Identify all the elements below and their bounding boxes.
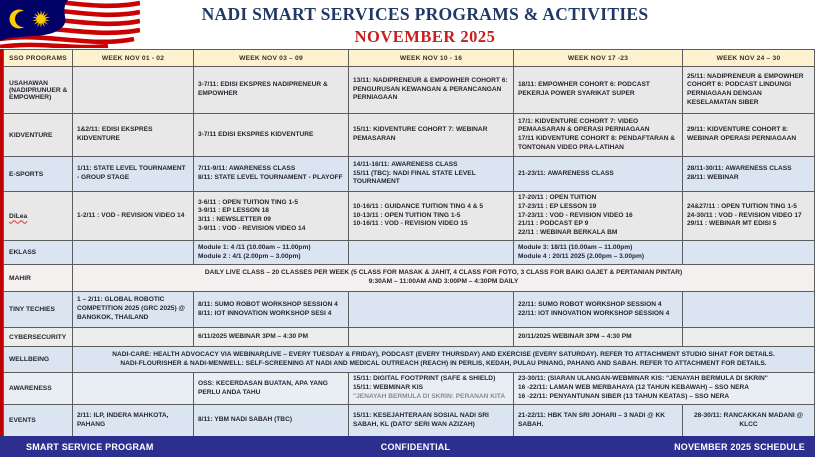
schedule-entry: 17-23/11 : VOD - REVISION VIDEO 16 [518, 211, 633, 219]
schedule-cell [683, 328, 815, 347]
schedule-entry: NADI-FLOURISHER & NADI-MENWELL: SELF-SCREENING AT NADI AND MEDICAL OUTREACH (REACH) IN PERLIS, KEDAH, PULAU PINANG, PAHANG AND SABAH. REFER TO ATTACHMENT FOR DETAILS. [120, 359, 767, 367]
schedule-cell [194, 373, 349, 405]
schedule-cell [349, 192, 514, 241]
schedule-entry: 3-9/11 : EP LESSON 18 [198, 207, 269, 215]
column-header: WEEK NOV 24 – 30 [683, 50, 815, 67]
schedule-cell [73, 347, 815, 373]
schedule-entry: 21/11 : PODCAST EP 9 [518, 220, 589, 228]
schedule-cell [349, 157, 514, 192]
column-header: WEEK NOV 03 – 09 [194, 50, 349, 67]
schedule-cell [194, 114, 349, 157]
schedule-entry: 24&27/11 : OPEN TUITION TING 1-5 [687, 202, 797, 210]
schedule-cell [683, 241, 815, 265]
schedule-entry: 3-6/11 : OPEN TUITION TING 1-5 [198, 198, 299, 206]
schedule-entry: 3-7/11 EDISI EKSPRES KIDVENTURE [198, 130, 314, 138]
schedule-entry: 1 – 2/11: GLOBAL ROBOTIC COMPETITION 2025 (GRC 2025) @ BANGKOK, THAILAND [77, 296, 185, 321]
schedule-cell [194, 328, 349, 347]
program-label: DiLea [4, 192, 73, 241]
banner [0, 0, 815, 49]
schedule-entry: 6/11/2025 WEBINAR 3PM – 4:30 PM [198, 332, 308, 340]
program-label: WELLBEING [4, 347, 73, 373]
table-row [4, 67, 815, 114]
schedule-entry: 10-16/11 : GUIDANCE TUITION TING 4 & 5 [353, 202, 484, 210]
schedule-entry: 22/11 : WEBINAR BERKALA BM [518, 229, 618, 237]
schedule-cell [73, 157, 194, 192]
table-row [4, 328, 815, 347]
schedule-entry: 29/11: KIDVENTURE COHORT 8: WEBINAR OPERASI PERNIAGAAN [687, 126, 797, 142]
program-label: TINY TECHIES [4, 292, 73, 328]
program-label: MAHIR [4, 265, 73, 292]
schedule-entry: 15/11: KIDVENTURE COHORT 7: WEBINAR PEMASARAN [353, 126, 488, 142]
schedule-entry: 3/11 : NEWSLETTER 09 [198, 216, 271, 223]
table-row [4, 292, 815, 328]
schedule-entry: Module 3: 18/11 (10.00am – 11.00pm) [518, 243, 633, 251]
program-label: EVENTS [4, 405, 73, 437]
table-row [4, 192, 815, 241]
schedule-table [3, 49, 815, 437]
schedule-cell [514, 157, 683, 192]
program-label: E-SPORTS [4, 157, 73, 192]
schedule-entry: "JENAYAH BERMULA DI SKRIN: PERANAN KITA [353, 392, 506, 400]
schedule-entry: NADI-CARE: HEALTH ADVOCACY VIA WEBINAR(LIVE – EVERY TUESDAY & FRIDAY), PODCAST (EVERY THURSDAY) AND EXERCISE (EVERY SATURDAY). REFER TO ATTACHMENT STUDIO SIHAT FOR DETAILS. [112, 350, 775, 358]
schedule-entry: Module 2 : 4/1 (2.00pm – 3.00pm) [198, 252, 301, 260]
schedule-entry: 7/11-9/11: AWARENESS CLASS [198, 165, 296, 173]
schedule-entry: 1/11: STATE LEVEL TOURNAMENT - GROUP STAGE [77, 165, 186, 181]
program-label: EKLASS [4, 241, 73, 265]
program-label: CYBERSECURITY [4, 328, 73, 347]
schedule-entry: Module 1: 4 /11 (10.00am – 11.00pm) [198, 243, 311, 251]
schedule-entry: 17-23/11 : EP LESSON 19 [518, 202, 597, 210]
program-label: USAHAWAN (NADIPRUNUER & EMPOWHER) [4, 67, 73, 114]
footer-right: NOVEMBER 2025 SCHEDULE [674, 441, 806, 452]
schedule-cell [194, 405, 349, 437]
page-title: NADI SMART SERVICES PROGRAMS & ACTIVITIES [201, 4, 649, 24]
schedule-entry: 16 -22/11: LAMAN WEB MERBAHAYA (12 TAHUN KEBAWAH) – SSO NERA [518, 384, 750, 392]
schedule-entry: 17/11 KIDVENTURE COHORT 8: PENDAFTARAN & TONTONAN VIDEO PRA-LATIHAN [518, 135, 676, 151]
table-row [4, 405, 815, 437]
schedule-entry: 2/11: ILP, INDERA MAHKOTA, PAHANG [77, 411, 169, 428]
schedule-entry: 15/11: WEBMINAR KIS [353, 384, 423, 392]
page-subtitle: NOVEMBER 2025 [354, 27, 496, 46]
table-row [4, 347, 815, 373]
schedule-cell [514, 241, 683, 265]
schedule-cell [73, 114, 194, 157]
schedule-cell [683, 67, 815, 114]
schedule-entry: 10-16/11 : VOD - REVISION VIDEO 15 [353, 220, 468, 228]
schedule-entry: 10-13/11 : OPEN TUITION TING 1-5 [353, 211, 461, 219]
schedule-cell [194, 241, 349, 265]
schedule-cell [349, 405, 514, 437]
footer-center: CONFIDENTIAL [380, 441, 451, 452]
schedule-entry: 14/11-16/11: AWARENESS CLASS [353, 160, 458, 168]
schedule-entry: 13/11: NADIPRENEUR & EMPOWHER COHORT 6: PENGURUSAN KEWANGAN & PERANCANGAN PERNIAGAAN [353, 76, 508, 102]
schedule-cell [514, 114, 683, 157]
table-row [4, 265, 815, 292]
schedule-cell [514, 292, 683, 328]
schedule-entry: 1&2/11: EDISI EKSPRES KIDVENTURE [77, 126, 153, 142]
schedule-cell [683, 114, 815, 157]
schedule-cell [73, 241, 194, 265]
schedule-cell [514, 67, 683, 114]
schedule-entry: 29/11 : WEBINAR MT EDISI 5 [687, 220, 777, 228]
schedule-cell [349, 241, 514, 265]
schedule-cell [73, 265, 815, 292]
program-label: AWARENESS [4, 373, 73, 405]
schedule-entry: 21-22/11: HBK TAN SRI JOHARI – 3 NADI @ KK SABAH. [518, 411, 666, 428]
schedule-entry: 8/11: STATE LEVEL TOURNAMENT - PLAYOFF [198, 174, 343, 181]
column-header: WEEK NOV 17 -23 [514, 50, 683, 67]
footer-left: SMART SERVICE PROGRAM [26, 441, 154, 452]
schedule-cell [73, 328, 194, 347]
schedule-entry: 28-30/11: RANCAKKAN MADANI @ KLCC [693, 411, 803, 428]
schedule-entry: 20/11/2025 WEBINAR 3PM – 4:30 PM [518, 332, 632, 340]
schedule-cell [349, 328, 514, 347]
table-row [4, 241, 815, 265]
column-header: SSO PROGRAMS [4, 50, 73, 67]
schedule-cell [73, 292, 194, 328]
schedule-cell [73, 192, 194, 241]
schedule-entry: 21-23/11: AWARENESS CLASS [518, 169, 614, 177]
schedule-entry: 15/11 (TBC): NADI FINAL STATE LEVEL TOURNAMENT [353, 169, 476, 186]
schedule-entry: 17/1: KIDVENTURE COHORT 7: VIDEO PEMAASARAN & OPERASI PERNIAGAAN [518, 117, 650, 134]
schedule-entry: 8/11: YBM NADI SABAH (TBC) [198, 416, 293, 424]
schedule-entry: 8/11: IOT INNOVATION WORKSHOP SESI 4 [198, 309, 332, 317]
schedule-cell [514, 192, 683, 241]
schedule-cell [349, 114, 514, 157]
schedule-entry: 16 -22/11: PENYANTUNAN SIBER (13 TAHUN KEATAS) – SSO NERA [518, 392, 730, 400]
schedule-cell [73, 405, 194, 437]
table-row [4, 373, 815, 405]
schedule-cell [349, 292, 514, 328]
schedule-cell [683, 192, 815, 241]
schedule-cell [194, 157, 349, 192]
schedule-entry: 3-7/11: EDISI EKSPRES NADIPRENEUR & EMPOWHER [198, 81, 328, 97]
table-row [4, 157, 815, 192]
column-header: WEEK NOV 01 - 02 [73, 50, 194, 67]
schedule-cell [349, 67, 514, 114]
schedule-cell [194, 192, 349, 241]
schedule-cell [194, 67, 349, 114]
schedule-entry: DAILY LIVE CLASS – 20 CLASSES PER WEEK (5 CLASS FOR MASAK & JAHIT, 4 CLASS FOR FOTO, 3 CLASS FOR BAIKI GAJET & PERTANIAN PINTAR) [204, 269, 683, 277]
column-header: WEEK NOV 10 - 16 [349, 50, 514, 67]
schedule-entry: 23-30/11: (SIARAN ULANGAN-WEBMINAR KIS: "JENAYAH BERMULA DI SKRIN" [518, 375, 768, 383]
schedule-cell [683, 292, 815, 328]
schedule-entry: OSS: KECERDASAN BUATAN, APA YANG PERLU ANDA TAHU [198, 379, 328, 396]
schedule-cell [73, 67, 194, 114]
schedule-entry: 15/11: DIGITAL FOOTPRINT (SAFE & SHIELD) [353, 375, 496, 383]
schedule-cell [683, 405, 815, 437]
schedule-entry: 15/11: KESEJAHTERAAN SOSIAL NADI SRI SABAH, KL (DATO' SERI WAN AZIZAH) [353, 411, 489, 428]
schedule-cell [514, 328, 683, 347]
schedule-entry: 8/11: SUMO ROBOT WORKSHOP SESSION 4 [198, 300, 338, 308]
schedule-entry: 18/11: EMPOWHER COHORT 6: PODCAST PEKERJA POWER SYARIKAT SUPER [518, 81, 650, 97]
schedule-entry: 9:30AM – 11:00AM AND 3:00PM – 4:30PM DAILY [368, 278, 519, 285]
schedule-entry: 3-9/11 : VOD - REVISION VIDEO 14 [198, 224, 306, 232]
schedule-cell [73, 373, 194, 405]
schedule-cell [514, 373, 815, 405]
schedule-entry: 28/11-30/11: AWARENESS CLASS [687, 165, 792, 173]
schedule-cell [194, 292, 349, 328]
schedule-entry: Module 4 : 20/11 2025 (2.00pm – 3.00pm) [518, 252, 645, 260]
program-label: KIDVENTURE [4, 114, 73, 157]
schedule-entry: 17-20/11 : OPEN TUITION [518, 194, 597, 202]
table-row [4, 114, 815, 157]
schedule-entry: 1-2/11 : VOD - REVISION VIDEO 14 [77, 211, 185, 219]
header-row [4, 50, 815, 67]
schedule-cell [349, 373, 514, 405]
schedule-entry: 22/11: IOT INNOVATION WORKSHOP SESSION 4 [518, 309, 670, 317]
schedule-cell [683, 157, 815, 192]
schedule-entry: 24-30/11 : VOD - REVISION VIDEO 17 [687, 211, 802, 219]
schedule-entry: 22/11: SUMO ROBOT WORKSHOP SESSION 4 [518, 300, 662, 308]
schedule-cell [514, 405, 683, 437]
schedule-table-wrap [0, 49, 815, 437]
schedule-entry: 28/11: WEBINAR [687, 174, 739, 181]
schedule-entry: 25/11: NADIPRENEUR & EMPOWHER COHORT 6: PODCAST LINDUNGI PERNIAGAAN DENGAN KESELAMATAN SIBER [687, 72, 804, 106]
footer-bar [0, 436, 815, 457]
